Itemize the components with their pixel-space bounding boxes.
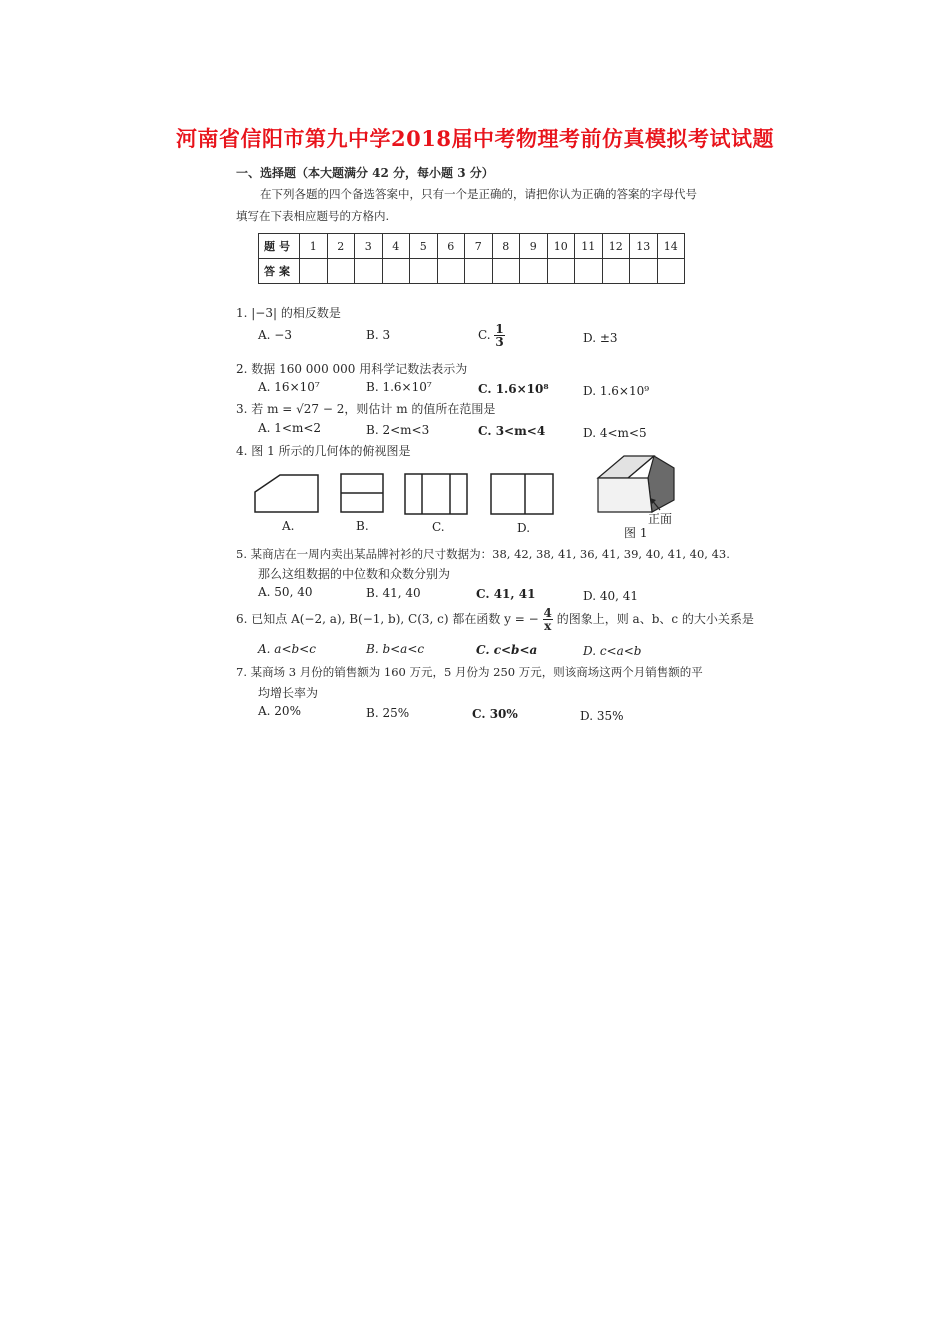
fraction (543, 607, 553, 632)
answer-cell[interactable] (492, 259, 520, 284)
answer-cell[interactable] (657, 259, 685, 284)
question-3-option-a: A. 1<m<2 (258, 421, 322, 435)
question-6-stem-end: 的图象上，则 a、b、c 的大小关系是 (556, 612, 754, 626)
number-cell: 14 (657, 234, 685, 259)
question-2-option-c: C. 1.6×10⁸ (478, 382, 549, 396)
question-6-stem-start: 6. 已知点 A(−2, a), B(−1, b), C(3, c) 都在函数 y = − (236, 612, 539, 626)
section-heading: 一、选择题（本大题满分 42 分，每小题 3 分） (236, 166, 494, 180)
instruction-line-1: 在下列各题的四个备选答案中，只有一个是正确的，请把你认为正确的答案的字母代号 (260, 187, 697, 201)
number-cell: 12 (602, 234, 630, 259)
answer-cell[interactable] (410, 259, 438, 284)
number-cell: 13 (630, 234, 658, 259)
question-6-option-a: A. a<b<c (258, 642, 316, 656)
answer-cell[interactable] (630, 259, 658, 284)
question-5-option-c: C. 41, 41 (476, 587, 536, 601)
document-title: 河南省信阳市第九中学2018届中考物理考前仿真模拟考试试题 (176, 126, 774, 151)
answer-cell[interactable] (355, 259, 383, 284)
question-5-stem-line-2: 那么这组数据的中位数和众数分别为 (258, 567, 451, 581)
answer-table (258, 233, 685, 284)
question-7-option-b: B. 25% (366, 706, 410, 720)
option-c-prefix: C. (478, 328, 491, 342)
question-2-option-d: D. 1.6×10⁹ (583, 384, 650, 398)
question-5-option-d: D. 40, 41 (583, 589, 638, 603)
option-a-figure (252, 470, 322, 516)
number-cell: 4 (382, 234, 410, 259)
answer-cell[interactable] (437, 259, 465, 284)
answer-cell[interactable] (575, 259, 603, 284)
question-4-option-d: D. (517, 521, 531, 535)
fraction-denominator: x (544, 619, 552, 633)
answer-cell[interactable] (547, 259, 575, 284)
question-4-stem: 4. 图 1 所示的几何体的俯视图是 (236, 444, 411, 458)
number-cell: 11 (575, 234, 603, 259)
question-4-option-b: B. (356, 519, 369, 533)
number-cell: 1 (300, 234, 328, 259)
question-6-option-c: C. c<b<a (476, 643, 538, 657)
number-cell: 6 (437, 234, 465, 259)
answer-cell[interactable] (520, 259, 548, 284)
question-2-option-b: B. 1.6×10⁷ (366, 380, 432, 394)
question-1-option-a: A. −3 (258, 328, 292, 342)
answer-header: 答案 (259, 259, 300, 284)
question-3-option-d: D. 4<m<5 (583, 426, 647, 440)
question-6-option-b: B. b<a<c (366, 642, 425, 656)
number-cell: 9 (520, 234, 548, 259)
fraction-denominator: 3 (495, 335, 504, 349)
question-1-option-d: D. ±3 (583, 331, 618, 345)
question-7-stem: 7. 某商场 3 月份的销售额为 160 万元，5 月份为 250 万元，则该商场这两个月销售额的平 (236, 665, 703, 679)
question-4-option-c: C. (432, 520, 445, 534)
question-4-option-a: A. (282, 519, 295, 533)
answer-table-answer-row (259, 259, 685, 284)
question-1-option-b: B. 3 (366, 328, 391, 342)
question-3-stem: 3. 若 m = √27 − 2，则估计 m 的值所在范围是 (236, 402, 496, 416)
question-7-option-a: A. 20% (258, 704, 301, 718)
number-header: 题号 (259, 234, 300, 259)
question-2-option-a: A. 16×10⁷ (258, 380, 320, 394)
number-cell: 10 (547, 234, 575, 259)
answer-cell[interactable] (300, 259, 328, 284)
number-cell: 2 (327, 234, 355, 259)
question-3-option-b: B. 2<m<3 (366, 423, 430, 437)
number-cell: 3 (355, 234, 383, 259)
option-b-figure (338, 470, 388, 516)
answer-cell[interactable] (382, 259, 410, 284)
question-1-option-c (478, 323, 505, 348)
question-1-stem: 1. |−3| 的相反数是 (236, 306, 341, 320)
number-cell: 7 (465, 234, 493, 259)
option-c-figure (402, 470, 472, 518)
question-6-option-d: D. c<a<b (583, 644, 642, 658)
question-5-option-b: B. 41, 40 (366, 586, 421, 600)
question-6-stem (236, 607, 754, 632)
answer-table-number-row (259, 234, 685, 259)
answer-cell[interactable] (327, 259, 355, 284)
fraction (494, 323, 504, 348)
front-label: 正面 (648, 512, 673, 526)
question-5-stem: 5. 某商店在一周内卖出某品牌衬衫的尺寸数据为：38, 42, 38, 41, 36, 41, 39, 40, 41, 40, 43. (236, 547, 730, 561)
question-2-stem: 2. 数据 160 000 000 用科学记数法表示为 (236, 362, 468, 376)
question-3-option-c: C. 3<m<4 (478, 424, 546, 438)
fraction-numerator: 4 (543, 606, 552, 620)
option-d-figure (488, 470, 558, 518)
figure-1-solid (594, 448, 678, 514)
number-cell: 5 (410, 234, 438, 259)
question-7-stem-line-2: 均增长率为 (258, 686, 319, 700)
number-cell: 8 (492, 234, 520, 259)
instruction-line-2: 填写在下表相应题号的方格内. (236, 209, 390, 223)
question-7-option-c: C. 30% (472, 707, 518, 721)
fraction-numerator: 1 (495, 322, 504, 336)
answer-cell[interactable] (465, 259, 493, 284)
question-7-option-d: D. 35% (580, 709, 624, 723)
answer-cell[interactable] (602, 259, 630, 284)
figure-1-caption: 图 1 (624, 526, 648, 540)
question-5-option-a: A. 50, 40 (258, 585, 313, 599)
